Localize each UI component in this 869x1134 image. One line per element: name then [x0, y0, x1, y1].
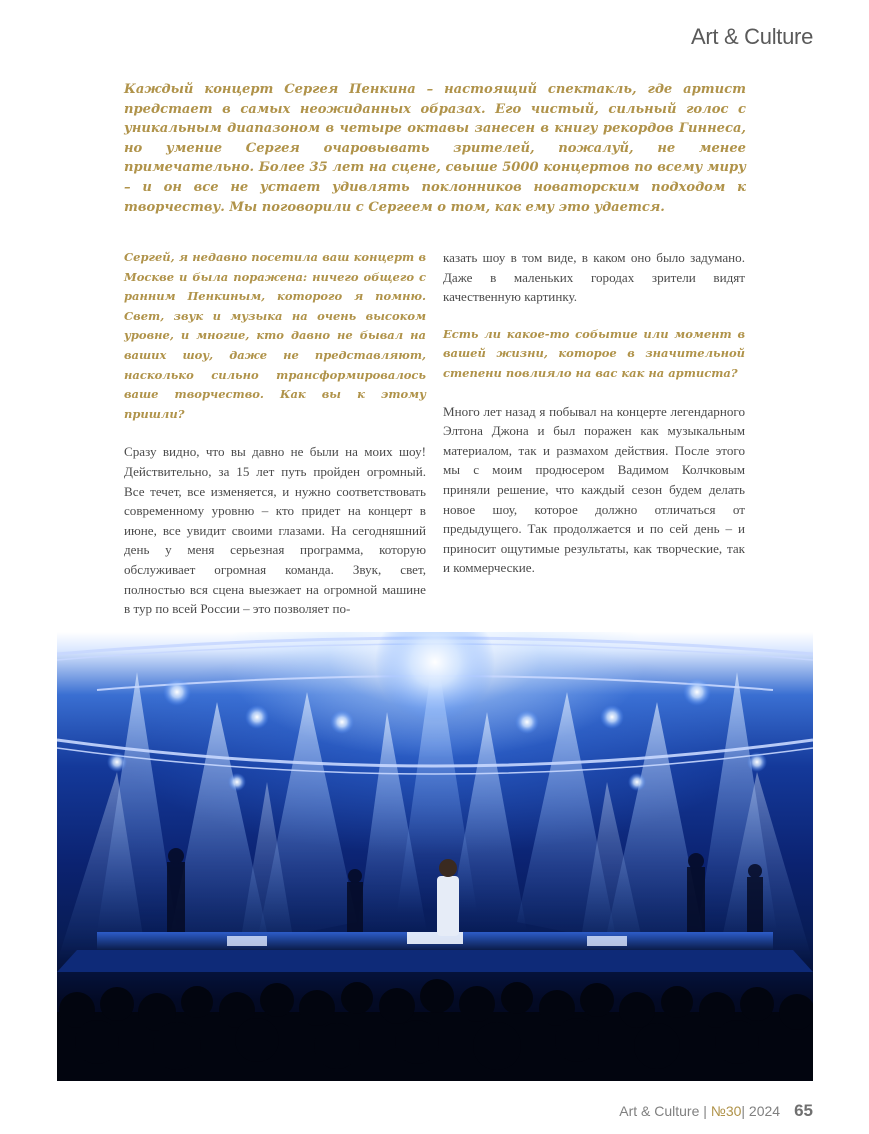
stage	[57, 932, 813, 972]
article-column-left	[124, 248, 426, 619]
footer-separator-2: |	[741, 1103, 749, 1119]
lead-paragraph: Каждый концерт Сергея Пенкина – настоящий спектакль, где артист предстает в самых неожиданных образах. Его чистый, сильный голос с уникальным диапазоном в четыре октавы занесен в книгу рекордов Гиннеса, но умение Сергея очаровывать зрителей, пожалуй, не менее примечательно. Более 35 лет на сцене, свыше 5000 концертов по всему миру – и он все не устает удивлять поклонников новаторским подходом к творчеству. Мы поговорили с Сергеем о том, как ему это удается.	[124, 82, 746, 215]
footer-section: Art & Culture	[619, 1103, 700, 1119]
interview-answer-2: Много лет назад я побывал на концерте легендарного Элтона Джона и был поражен как музыкальным материалом, так и размахом действия. После этого мы с моим продюсером Вадимом Колчковым приняли решение, что каждый сезон будем делать новое шоу, которое должно отличаться от предыдущего. Так продолжается и по сей день – и приносит ощутимые результаты, как творческие, так и коммерческие.	[443, 403, 745, 576]
audience	[57, 979, 813, 1081]
concert-illustration	[57, 632, 813, 1081]
interview-question-2: Есть ли какое-то событие или момент в вашей жизни, которое в значительной степени повлияло на вас как на артиста?	[443, 326, 745, 380]
footer-year: 2024	[748, 1103, 781, 1119]
article-column-right	[443, 248, 745, 578]
interview-question-1: Сергей, я недавно посетила ваш концерт в Москве и была поражена: ничего общего с ранним Пенкиным, которого я помню. Свет, звук и музыка на очень высоком уровне, и многие, кто давно не бывал на ваших шоу, даже не представляют, насколько сильно трансформировалось ваше творчество. Как вы к этому пришли?	[124, 250, 426, 421]
interview-answer-1-part-1: Сразу видно, что вы давно не были на моих шоу! Действительно, за 15 лет путь пройден огромный. Все течет, все изменяется, и нужно соответствовать современному уровню – кто придет на концерт в июне, все увидит своими глазами. На сегодняшний день у меня серьезная программа, которую обслуживает огромная команда. Звук, свет, полностью вся сцена выезжает на огромной машине в тур по всей России – это позволяет по-	[124, 444, 426, 617]
page-footer	[619, 1101, 813, 1121]
interview-answer-1-part-2: казать шоу в том виде, в каком оно было задумано. Даже в маленьких городах зрители видят качественную картинку.	[443, 250, 745, 305]
footer-issue: №30	[710, 1103, 742, 1119]
concert-stage-photo	[57, 632, 813, 1081]
page-number: 65	[794, 1101, 813, 1120]
section-label: Art & Culture	[690, 24, 813, 49]
footer-separator: |	[699, 1103, 711, 1119]
singer	[437, 859, 459, 936]
